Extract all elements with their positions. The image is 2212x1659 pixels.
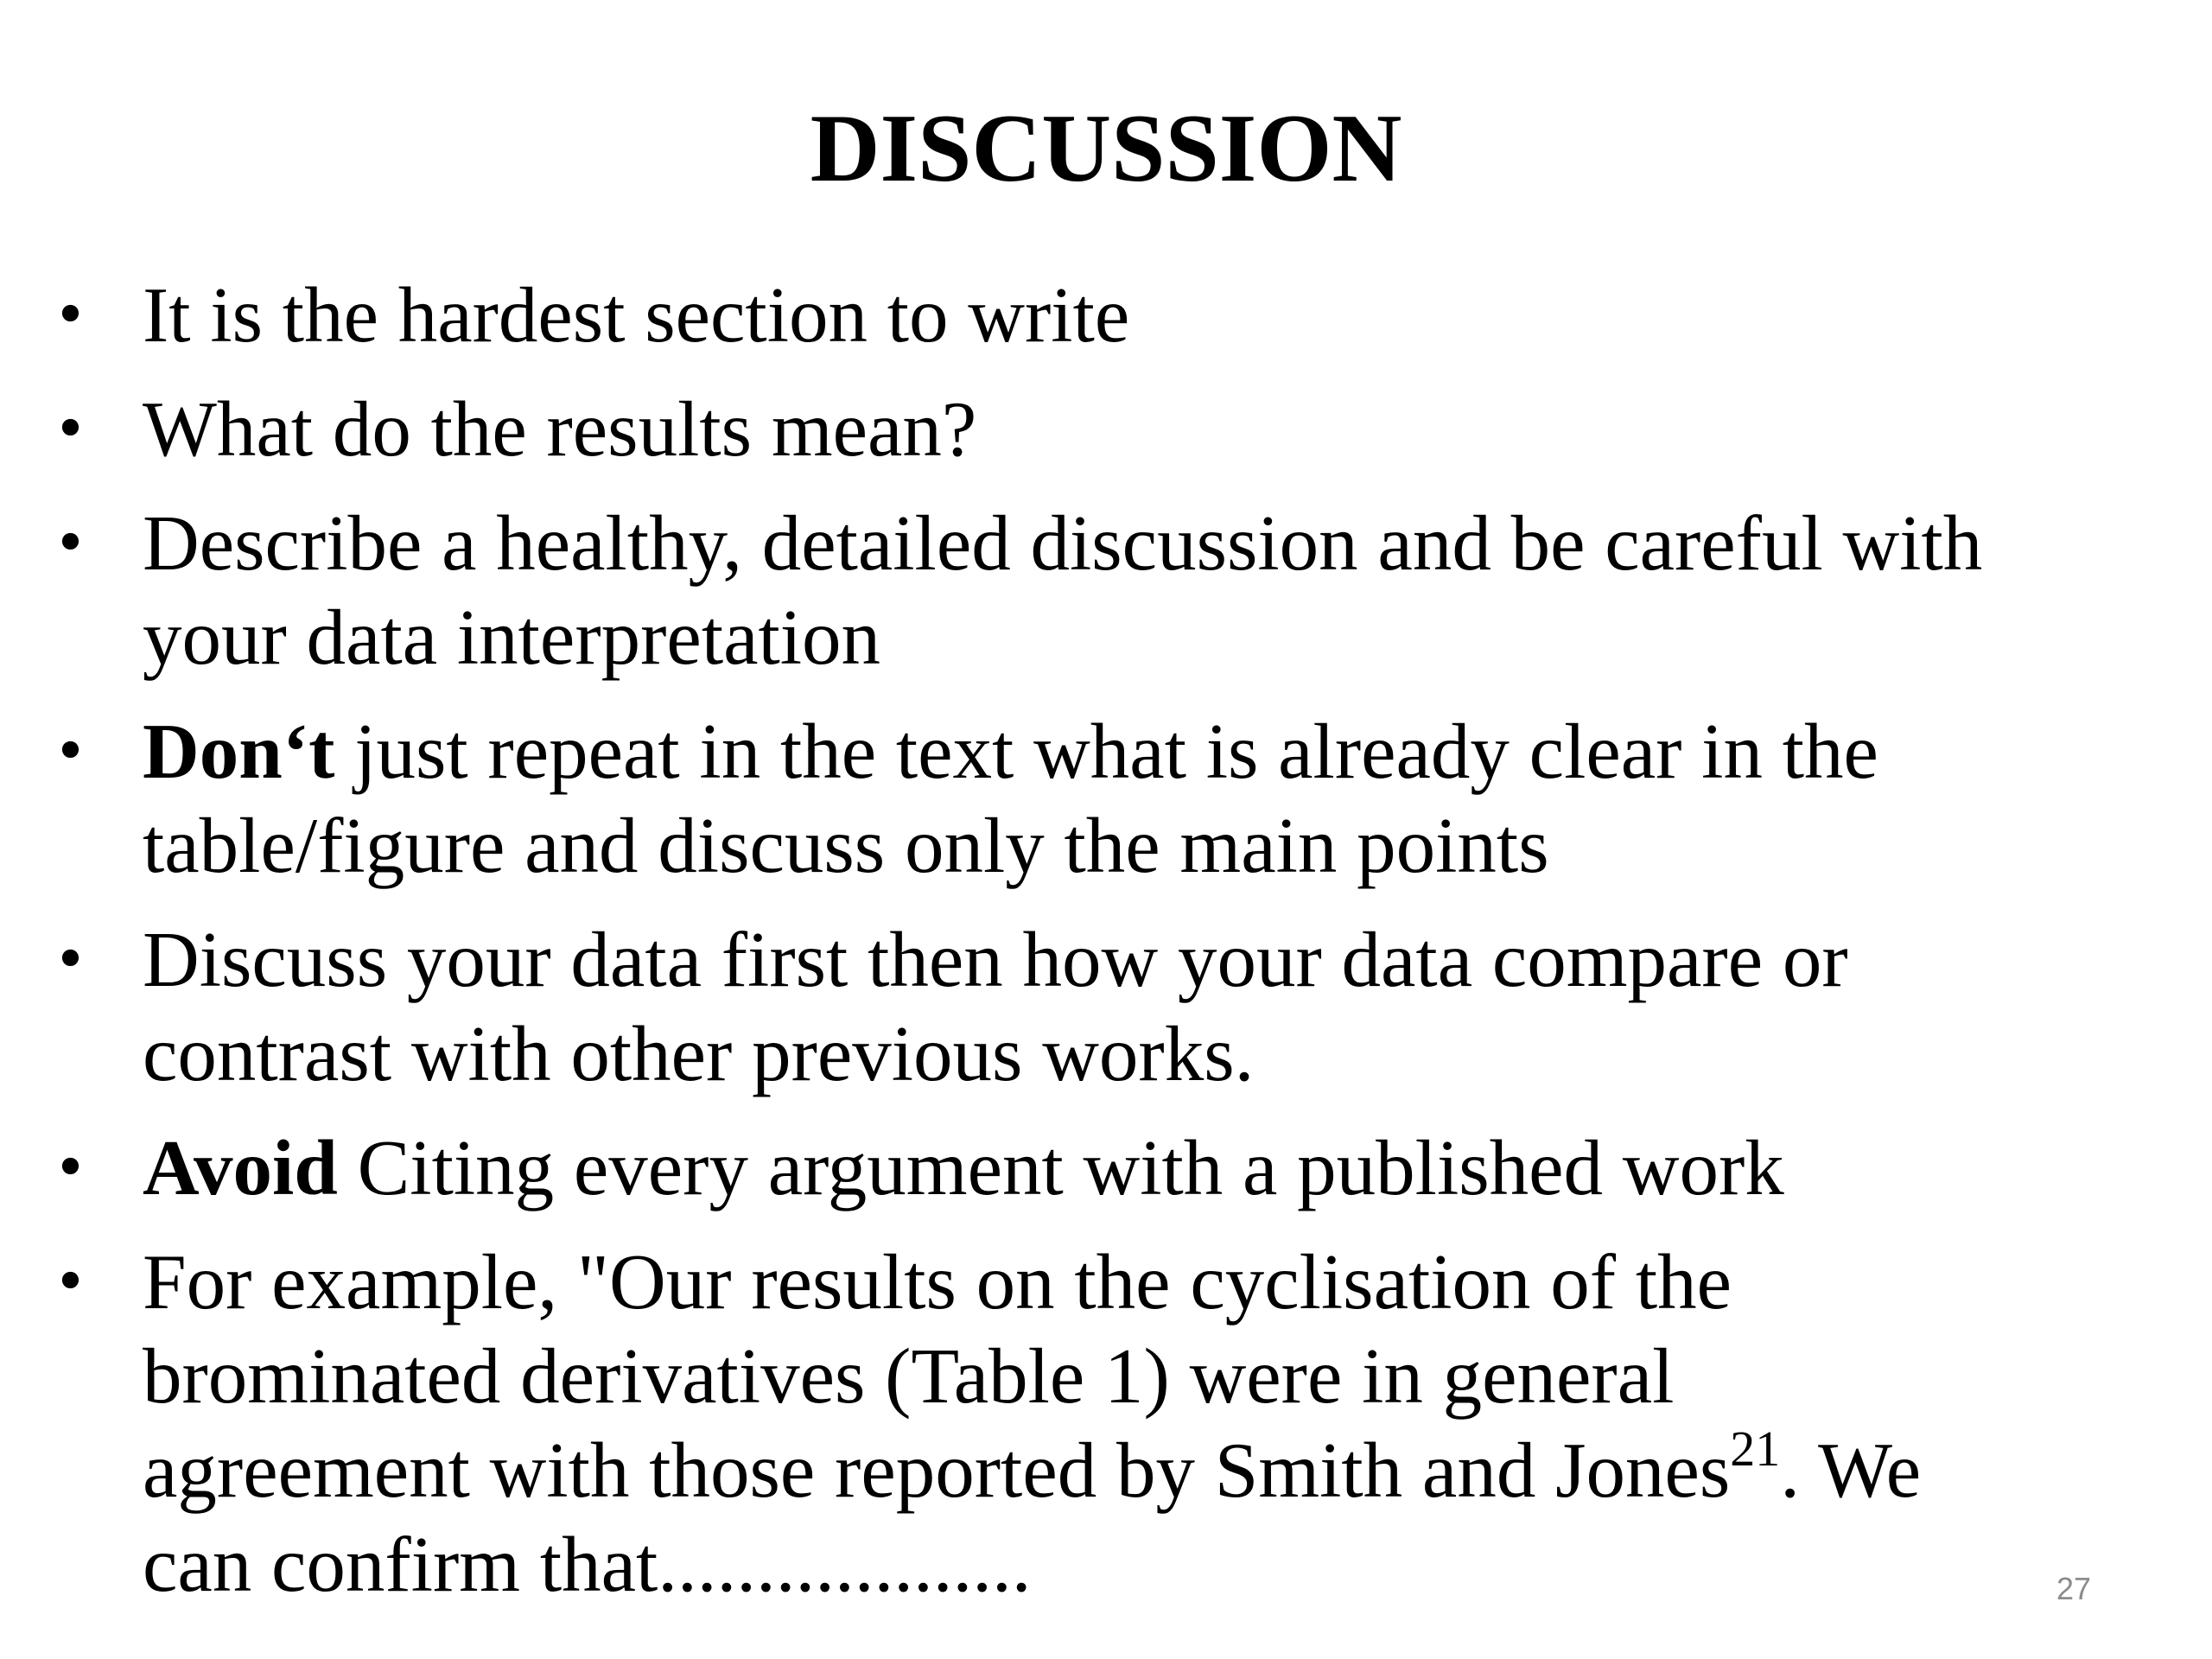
bold-keyword: Don‘t [143,708,335,795]
bullet-icon: • [54,510,87,576]
bullet-item [0,704,2212,893]
bullet-icon: • [54,1249,87,1315]
bullet-text-line [143,1121,2195,1215]
bullet-text: table/figure and discuss only the main points [143,802,1549,889]
bullet-item [0,1121,2212,1215]
bullet-icon: • [54,396,87,462]
bullet-icon: • [54,1135,87,1201]
bullet-text-line [143,1423,2195,1517]
slide-title: DISCUSSION [810,95,1402,202]
bullet-item [0,912,2212,1101]
bullet-text: Describe a healthy, detailed discussion and be careful with [143,499,1983,587]
bullet-text: . We [1780,1427,1922,1514]
bullet-text: Discuss your data first then how your data compare or [143,916,1848,1003]
bullet-icon: • [54,718,87,785]
citation-superscript: 21 [1730,1421,1781,1477]
bullet-text-line [143,704,2195,798]
bullet-item [0,268,2212,362]
bullet-icon: • [54,282,87,348]
page-number: 27 [2056,1571,2091,1606]
bullet-text: Citing every argument with a published work [337,1124,1784,1211]
bullet-text: What do the results mean? [143,385,977,473]
bullet-text: agreement with those reported by Smith and Jones [143,1427,1731,1514]
bullet-item [0,382,2212,476]
bullet-text: your data interpretation [143,594,881,681]
bullet-text: It is the hardest section to write [143,271,1130,359]
bullet-item [0,1235,2212,1611]
bullet-text: contrast with other previous works. [143,1010,1255,1097]
bullet-text: can confirm that................... [143,1521,1032,1608]
bold-keyword: Avoid [143,1124,338,1211]
bullet-icon: • [54,926,87,993]
bullet-item [0,496,2212,684]
bullet-text: For example, "Our results on the cyclisation of the [143,1238,1732,1325]
bullet-text: just repeat in the text what is already clear in the [334,708,1878,795]
bullet-text: brominated derivatives (Table 1) were in general [143,1332,1675,1420]
bullet-list [0,268,2212,1631]
